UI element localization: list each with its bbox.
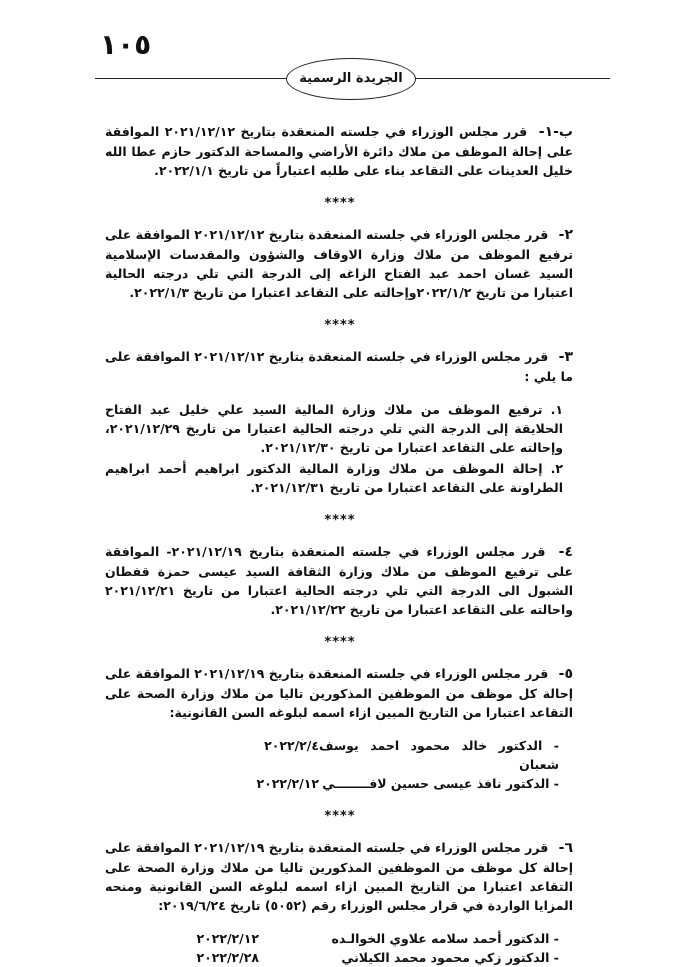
person-name: - الدكتور نافذ عيسى حسين لافــــــــي <box>322 776 559 791</box>
publication-title: الجريدة الرسمية <box>286 58 416 100</box>
item-text: قرر مجلس الوزراء في جلسته المنعقدة بتاريخ ٢٠٢١/١٢/١٩- الموافقة على ترفيع الموظف من ملاك وزارة الثقافة السيد عيسى حمزة قفطان الشبول الى الدرجة التي تلي درجته الحالية اعتبارا من تاريخ ٢٠٢١/١٢/٢١ واحالته على التقاعد اعتبارا من تاريخ ٢٠٢١/١٢/٢٢. <box>105 544 573 617</box>
name-row <box>105 948 559 967</box>
retirement-date: ٢٠٢٢/٢/٢٨ <box>196 950 259 965</box>
document-body <box>105 122 575 967</box>
separator: **** <box>324 809 356 824</box>
separator: **** <box>324 196 356 211</box>
decision-item-3 <box>105 347 575 497</box>
separator: **** <box>324 513 356 528</box>
person-name: - الدكتور خالد محمود احمد يوسف شعبان <box>319 738 559 772</box>
person-name: - الدكتور زكي محمود محمد الكيلاني <box>341 950 559 965</box>
item-label: ب-١- <box>538 124 573 140</box>
name-list <box>105 929 573 967</box>
name-list <box>105 736 573 793</box>
sub-item: ١. ترفيع الموظف من ملاك وزارة المالية السيد علي خليل عبد الفتاح الحلايقة إلى الدرجة التي تلي درجته الحالية اعتبارا من تاريخ ٢٠٢١/١٢/٢٩، وإحالته على التقاعد اعتبارا من تاريخ ٢٠٢١/١٢/٣٠. <box>105 402 563 455</box>
person-name: - الدكتور أحمد سلامه علاوي الخوالـده <box>331 931 559 946</box>
item-text: قرر مجلس الوزراء في جلسته المنعقدة بتاريخ ٢٠٢١/١٢/١٢ الموافقة على ما يلي : <box>105 349 573 384</box>
sub-item: ٢. إحالة الموظف من ملاك وزارة المالية الدكتور ابراهيم أحمد ابراهيم الطراونة على التقاعد اعتبارا من تاريخ ٢٠٢١/١٢/٣١. <box>105 461 563 495</box>
sub-list <box>105 400 573 497</box>
retirement-date: ٢٠٢٢/٢/١٢ <box>196 931 259 946</box>
decision-item-4 <box>105 542 575 619</box>
item-text: قرر مجلس الوزراء في جلسته المنعقدة بتاريخ ٢٠٢١/١٢/١٩ الموافقة على إحالة كل موظف من الموظفين المذكورين تاليا من ملاك وزارة الصحة على التقاعد اعتبارا من التاريخ المبين ازاء اسمه لبلوغه السن القانونية ومنحه المزايا الواردة في قرار مجلس الوزراء رقم (٥٠٥٢) تاريخ ٢٠١٩/٦/٢٤: <box>105 840 573 913</box>
item-label: ٣- <box>558 349 573 365</box>
name-row <box>105 774 559 793</box>
name-row <box>105 929 559 948</box>
item-text: قرر مجلس الوزراء في جلسته المنعقدة بتاريخ ٢٠٢١/١٢/١٢ الموافقة على ترفيع الموظف من ملاك وزارة الاوقاف والشؤون والمقدسات الإسلامية السيد غسان احمد عبد الفتاح الزاغه إلى الدرجة التي تلي درجته الحالية اعتبارا من تاريخ ٢٠٢٢/١/٢وإحالته على التقاعد اعتبارا من تاريخ ٢٠٢٢/١/٣. <box>105 227 573 300</box>
decision-item-5 <box>105 664 575 793</box>
item-text: قرر مجلس الوزراء في جلسته المنعقدة بتاريخ ٢٠٢١/١٢/١٩ الموافقة على إحالة كل موظف من الموظفين المذكورين تاليا من ملاك وزارة الصحة على التقاعد اعتبارا من التاريخ المبين ازاء اسمه لبلوغه السن القانونية: <box>105 666 573 720</box>
item-label: ٤- <box>558 544 573 560</box>
retirement-date: ٢٠٢٢/٢/٤ <box>264 738 319 753</box>
decision-item-b1 <box>105 122 575 180</box>
name-row <box>105 736 559 774</box>
item-label: ٦- <box>558 840 573 856</box>
decision-item-6 <box>105 838 575 967</box>
separator: **** <box>324 318 356 333</box>
page-number: ١٠٥ <box>100 28 152 61</box>
decision-item-2 <box>105 225 575 302</box>
item-text: قرر مجلس الوزراء في جلسته المنعقدة بتاريخ ٢٠٢١/١٢/١٢ الموافقة على إحالة الموظف من ملاك دائرة الأراضي والمساحة الدكتور حازم عطا الله خليل العدينات على التقاعد بناء على طلبه اعتباراً من تاريخ ٢٠٢٢/١/١. <box>105 124 573 178</box>
separator: **** <box>324 635 356 650</box>
item-label: ٢- <box>558 227 573 243</box>
item-label: ٥- <box>558 666 573 682</box>
retirement-date: ٢٠٢٢/٢/١٢ <box>256 776 319 791</box>
